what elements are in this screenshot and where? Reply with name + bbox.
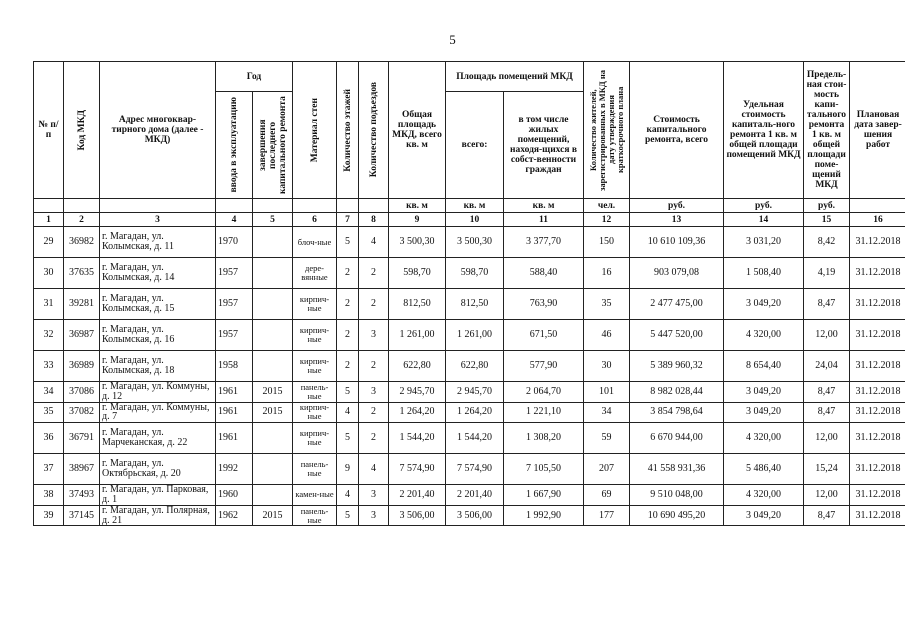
cell-premises-total: 2 201,40: [446, 485, 504, 506]
cell-floors: 9: [337, 454, 359, 485]
cell-premises-owned: 1 308,20: [504, 423, 584, 454]
cell-address: г. Магадан, ул. Колымская, д. 11: [100, 227, 216, 258]
cell-last-repair-year: [253, 485, 293, 506]
header-unit-cost: Удельная стоимость капиталь-ного ремонта 1 кв. м общей площади помещений МКД: [724, 62, 804, 199]
table-row: [34, 454, 905, 485]
header-wall-material: Материал стен: [293, 62, 337, 199]
colnum: 1: [34, 213, 64, 227]
page-number: 5: [449, 32, 456, 47]
cell-premises-owned: 577,90: [504, 351, 584, 382]
unit-total-area: кв. м: [389, 199, 446, 213]
header-floors: Количество этажей: [337, 62, 359, 199]
cell-floors: 2: [337, 320, 359, 351]
colnum: 14: [724, 213, 804, 227]
cell-premises-total: 7 574,90: [446, 454, 504, 485]
cell-entrances: 3: [359, 320, 389, 351]
cell-address: г. Магадан, ул. Колымская, д. 16: [100, 320, 216, 351]
cell-last-repair-year: [253, 320, 293, 351]
cell-mkd-code: 37086: [64, 382, 100, 403]
cell-residents: 150: [584, 227, 630, 258]
cell-max-cost: 8,47: [804, 382, 850, 403]
unit-repair-cost: руб.: [630, 199, 724, 213]
cell-address: г. Магадан, ул. Колымская, д. 15: [100, 289, 216, 320]
cell-total-area: 7 574,90: [389, 454, 446, 485]
cell-repair-cost: 10 690 495,20: [630, 505, 724, 526]
cell-planned-date: 31.12.2018: [850, 505, 905, 526]
cell-repair-cost: 9 510 048,00: [630, 485, 724, 506]
cell-commission-year: 1992: [216, 454, 253, 485]
table-row: [34, 320, 905, 351]
cell-address: г. Магадан, ул. Октябрьская, д. 20: [100, 454, 216, 485]
header-address: Адрес многоквар-тирного дома (далее - МКД): [100, 62, 216, 199]
cell-mkd-code: 36791: [64, 423, 100, 454]
cell-entrances: 2: [359, 402, 389, 423]
cell-commission-year: 1970: [216, 227, 253, 258]
header-year: Год: [216, 62, 293, 92]
table-row: [34, 402, 905, 423]
cell-residents: 46: [584, 320, 630, 351]
cell-wall-material: панель-ные: [293, 505, 337, 526]
cell-wall-material: дере-вянные: [293, 258, 337, 289]
cell-floors: 4: [337, 485, 359, 506]
cell-unit-cost: 3 049,20: [724, 505, 804, 526]
cell-last-repair-year: [253, 227, 293, 258]
cell-repair-cost: 6 670 944,00: [630, 423, 724, 454]
cell-residents: 207: [584, 454, 630, 485]
cell-commission-year: 1960: [216, 485, 253, 506]
cell-max-cost: 8,47: [804, 289, 850, 320]
cell-row-number: 30: [34, 258, 64, 289]
cell-commission-year: 1961: [216, 402, 253, 423]
cell-premises-total: 598,70: [446, 258, 504, 289]
cell-entrances: 2: [359, 289, 389, 320]
cell-row-number: 37: [34, 454, 64, 485]
cell-repair-cost: 10 610 109,36: [630, 227, 724, 258]
cell-last-repair-year: [253, 423, 293, 454]
cell-unit-cost: 3 031,20: [724, 227, 804, 258]
cell-unit-cost: 4 320,00: [724, 320, 804, 351]
cell-floors: 5: [337, 423, 359, 454]
cell-commission-year: 1961: [216, 423, 253, 454]
cell-premises-total: 622,80: [446, 351, 504, 382]
cell-max-cost: 12,00: [804, 320, 850, 351]
table-row: [34, 423, 905, 454]
cell-commission-year: 1961: [216, 382, 253, 403]
cell-wall-material: панель-ные: [293, 382, 337, 403]
colnum: 9: [389, 213, 446, 227]
cell-max-cost: 24,04: [804, 351, 850, 382]
cell-planned-date: 31.12.2018: [850, 454, 905, 485]
cell-wall-material: камен-ные: [293, 485, 337, 506]
cell-floors: 2: [337, 351, 359, 382]
cell-planned-date: 31.12.2018: [850, 289, 905, 320]
cell-row-number: 36: [34, 423, 64, 454]
cell-address: г. Магадан, ул. Парковая, д. 1: [100, 485, 216, 506]
cell-max-cost: 4,19: [804, 258, 850, 289]
unit-premises-owned: кв. м: [504, 199, 584, 213]
cell-total-area: 622,80: [389, 351, 446, 382]
cell-premises-owned: 588,40: [504, 258, 584, 289]
cell-commission-year: 1962: [216, 505, 253, 526]
cell-address: г. Магадан, ул. Коммуны, д. 7: [100, 402, 216, 423]
header-repair-cost: Стоимость капитального ремонта, всего: [630, 62, 724, 199]
colnum: 11: [504, 213, 584, 227]
cell-entrances: 3: [359, 485, 389, 506]
cell-max-cost: 8,47: [804, 402, 850, 423]
cell-last-repair-year: 2015: [253, 505, 293, 526]
cell-premises-owned: 3 377,70: [504, 227, 584, 258]
unit-max-cost: руб.: [804, 199, 850, 213]
header-entrances: Количество подъездов: [359, 62, 389, 199]
cell-planned-date: 31.12.2018: [850, 423, 905, 454]
cell-mkd-code: 36982: [64, 227, 100, 258]
cell-last-repair-year: [253, 454, 293, 485]
header-premises-owned: в том числе жилых помещений, находя-щихся в собст-венности граждан: [504, 92, 584, 199]
cell-commission-year: 1958: [216, 351, 253, 382]
cell-premises-total: 1 264,20: [446, 402, 504, 423]
cell-residents: 59: [584, 423, 630, 454]
cell-unit-cost: 8 654,40: [724, 351, 804, 382]
cell-entrances: 4: [359, 454, 389, 485]
cell-address: г. Магадан, ул. Полярная, д. 21: [100, 505, 216, 526]
cell-premises-total: 1 544,20: [446, 423, 504, 454]
cell-max-cost: 12,00: [804, 485, 850, 506]
cell-unit-cost: 4 320,00: [724, 423, 804, 454]
cell-wall-material: панель-ные: [293, 454, 337, 485]
cell-unit-cost: 1 508,40: [724, 258, 804, 289]
housing-repair-table: [33, 61, 905, 526]
cell-row-number: 32: [34, 320, 64, 351]
cell-planned-date: 31.12.2018: [850, 485, 905, 506]
colnum: 2: [64, 213, 100, 227]
table-row: [34, 351, 905, 382]
cell-row-number: 34: [34, 382, 64, 403]
header-year-last-repair: завершения последнего капитального ремонта: [253, 92, 293, 199]
cell-mkd-code: 37082: [64, 402, 100, 423]
colnum: 12: [584, 213, 630, 227]
cell-premises-total: 3 500,30: [446, 227, 504, 258]
colnum: 8: [359, 213, 389, 227]
cell-premises-total: 2 945,70: [446, 382, 504, 403]
cell-entrances: 3: [359, 505, 389, 526]
cell-repair-cost: 8 982 028,44: [630, 382, 724, 403]
cell-total-area: 1 264,20: [389, 402, 446, 423]
cell-unit-cost: 3 049,20: [724, 382, 804, 403]
colnum: 15: [804, 213, 850, 227]
header-num: № п/п: [34, 62, 64, 199]
cell-mkd-code: 36987: [64, 320, 100, 351]
cell-total-area: 1 544,20: [389, 423, 446, 454]
table-row: [34, 382, 905, 403]
cell-floors: 5: [337, 227, 359, 258]
cell-planned-date: 31.12.2018: [850, 382, 905, 403]
cell-wall-material: кирпич-ные: [293, 402, 337, 423]
colnum: 3: [100, 213, 216, 227]
cell-mkd-code: 37493: [64, 485, 100, 506]
colnum: 4: [216, 213, 253, 227]
header-total-area: Общая площадь МКД, всего кв. м: [389, 62, 446, 199]
cell-repair-cost: 3 854 798,64: [630, 402, 724, 423]
cell-wall-material: кирпич-ные: [293, 320, 337, 351]
cell-last-repair-year: 2015: [253, 382, 293, 403]
cell-unit-cost: 5 486,40: [724, 454, 804, 485]
cell-floors: 2: [337, 289, 359, 320]
cell-repair-cost: 2 477 475,00: [630, 289, 724, 320]
cell-mkd-code: 37145: [64, 505, 100, 526]
header-year-commission: ввода в эксплуатацию: [216, 92, 253, 199]
header-max-cost: Предель-ная стои-мость капи-тального ремонта 1 кв. м общей площади поме-щений МКД: [804, 62, 850, 199]
cell-residents: 34: [584, 402, 630, 423]
cell-premises-owned: 763,90: [504, 289, 584, 320]
cell-address: г. Магадан, ул. Колымская, д. 14: [100, 258, 216, 289]
cell-mkd-code: 37635: [64, 258, 100, 289]
cell-last-repair-year: [253, 258, 293, 289]
cell-premises-owned: 1 221,10: [504, 402, 584, 423]
cell-row-number: 35: [34, 402, 64, 423]
cell-row-number: 39: [34, 505, 64, 526]
cell-mkd-code: 36989: [64, 351, 100, 382]
colnum: 7: [337, 213, 359, 227]
cell-floors: 2: [337, 258, 359, 289]
cell-last-repair-year: 2015: [253, 402, 293, 423]
colnum: 13: [630, 213, 724, 227]
cell-address: г. Магадан, ул. Колымская, д. 18: [100, 351, 216, 382]
cell-max-cost: 8,47: [804, 505, 850, 526]
cell-residents: 30: [584, 351, 630, 382]
cell-entrances: 3: [359, 382, 389, 403]
cell-max-cost: 15,24: [804, 454, 850, 485]
cell-commission-year: 1957: [216, 289, 253, 320]
cell-repair-cost: 903 079,08: [630, 258, 724, 289]
cell-total-area: 598,70: [389, 258, 446, 289]
cell-last-repair-year: [253, 351, 293, 382]
cell-floors: 5: [337, 382, 359, 403]
cell-premises-owned: 1 667,90: [504, 485, 584, 506]
cell-planned-date: 31.12.2018: [850, 320, 905, 351]
cell-commission-year: 1957: [216, 258, 253, 289]
cell-max-cost: 12,00: [804, 423, 850, 454]
cell-unit-cost: 3 049,20: [724, 289, 804, 320]
cell-total-area: 3 500,30: [389, 227, 446, 258]
cell-unit-cost: 4 320,00: [724, 485, 804, 506]
cell-commission-year: 1957: [216, 320, 253, 351]
table-row: [34, 258, 905, 289]
header-residents: Количество жителей, зарегистрированных в МКД на дату утверждения краткосрочного плана: [584, 62, 630, 199]
cell-last-repair-year: [253, 289, 293, 320]
header-code: Код МКД: [64, 62, 100, 199]
cell-premises-owned: 2 064,70: [504, 382, 584, 403]
cell-premises-total: 1 261,00: [446, 320, 504, 351]
cell-wall-material: блоч-ные: [293, 227, 337, 258]
cell-residents: 177: [584, 505, 630, 526]
cell-residents: 35: [584, 289, 630, 320]
unit-residents: чел.: [584, 199, 630, 213]
table-row: [34, 485, 905, 506]
cell-entrances: 2: [359, 423, 389, 454]
cell-address: г. Магадан, ул. Коммуны, д. 12: [100, 382, 216, 403]
colnum: 5: [253, 213, 293, 227]
cell-wall-material: кирпич-ные: [293, 289, 337, 320]
cell-planned-date: 31.12.2018: [850, 227, 905, 258]
cell-repair-cost: 41 558 931,36: [630, 454, 724, 485]
cell-planned-date: 31.12.2018: [850, 351, 905, 382]
cell-total-area: 1 261,00: [389, 320, 446, 351]
cell-repair-cost: 5 389 960,32: [630, 351, 724, 382]
cell-premises-owned: 671,50: [504, 320, 584, 351]
cell-row-number: 29: [34, 227, 64, 258]
colnum: 16: [850, 213, 905, 227]
cell-entrances: 2: [359, 258, 389, 289]
cell-residents: 101: [584, 382, 630, 403]
cell-total-area: 812,50: [389, 289, 446, 320]
table-row: [34, 505, 905, 526]
cell-planned-date: 31.12.2018: [850, 258, 905, 289]
cell-premises-total: 812,50: [446, 289, 504, 320]
header-planned-date: Плановая дата завер-шения работ: [850, 62, 905, 199]
cell-row-number: 31: [34, 289, 64, 320]
cell-planned-date: 31.12.2018: [850, 402, 905, 423]
header-premises-total: всего:: [446, 92, 504, 199]
cell-premises-owned: 1 992,90: [504, 505, 584, 526]
cell-wall-material: кирпич-ные: [293, 423, 337, 454]
cell-mkd-code: 39281: [64, 289, 100, 320]
cell-address: г. Магадан, ул. Марчеканская, д. 22: [100, 423, 216, 454]
unit-unit-cost: руб.: [724, 199, 804, 213]
cell-entrances: 2: [359, 351, 389, 382]
cell-premises-total: 3 506,00: [446, 505, 504, 526]
cell-total-area: 3 506,00: [389, 505, 446, 526]
cell-row-number: 38: [34, 485, 64, 506]
cell-floors: 5: [337, 505, 359, 526]
table-row: [34, 227, 905, 258]
cell-residents: 16: [584, 258, 630, 289]
cell-floors: 4: [337, 402, 359, 423]
cell-entrances: 4: [359, 227, 389, 258]
colnum: 6: [293, 213, 337, 227]
cell-mkd-code: 38967: [64, 454, 100, 485]
cell-wall-material: кирпич-ные: [293, 351, 337, 382]
colnum: 10: [446, 213, 504, 227]
unit-premises-total: кв. м: [446, 199, 504, 213]
table-row: [34, 289, 905, 320]
cell-premises-owned: 7 105,50: [504, 454, 584, 485]
cell-unit-cost: 3 049,20: [724, 402, 804, 423]
cell-total-area: 2 201,40: [389, 485, 446, 506]
cell-max-cost: 8,42: [804, 227, 850, 258]
cell-repair-cost: 5 447 520,00: [630, 320, 724, 351]
cell-row-number: 33: [34, 351, 64, 382]
cell-total-area: 2 945,70: [389, 382, 446, 403]
header-premises-area: Площадь помещений МКД: [446, 62, 584, 92]
cell-residents: 69: [584, 485, 630, 506]
